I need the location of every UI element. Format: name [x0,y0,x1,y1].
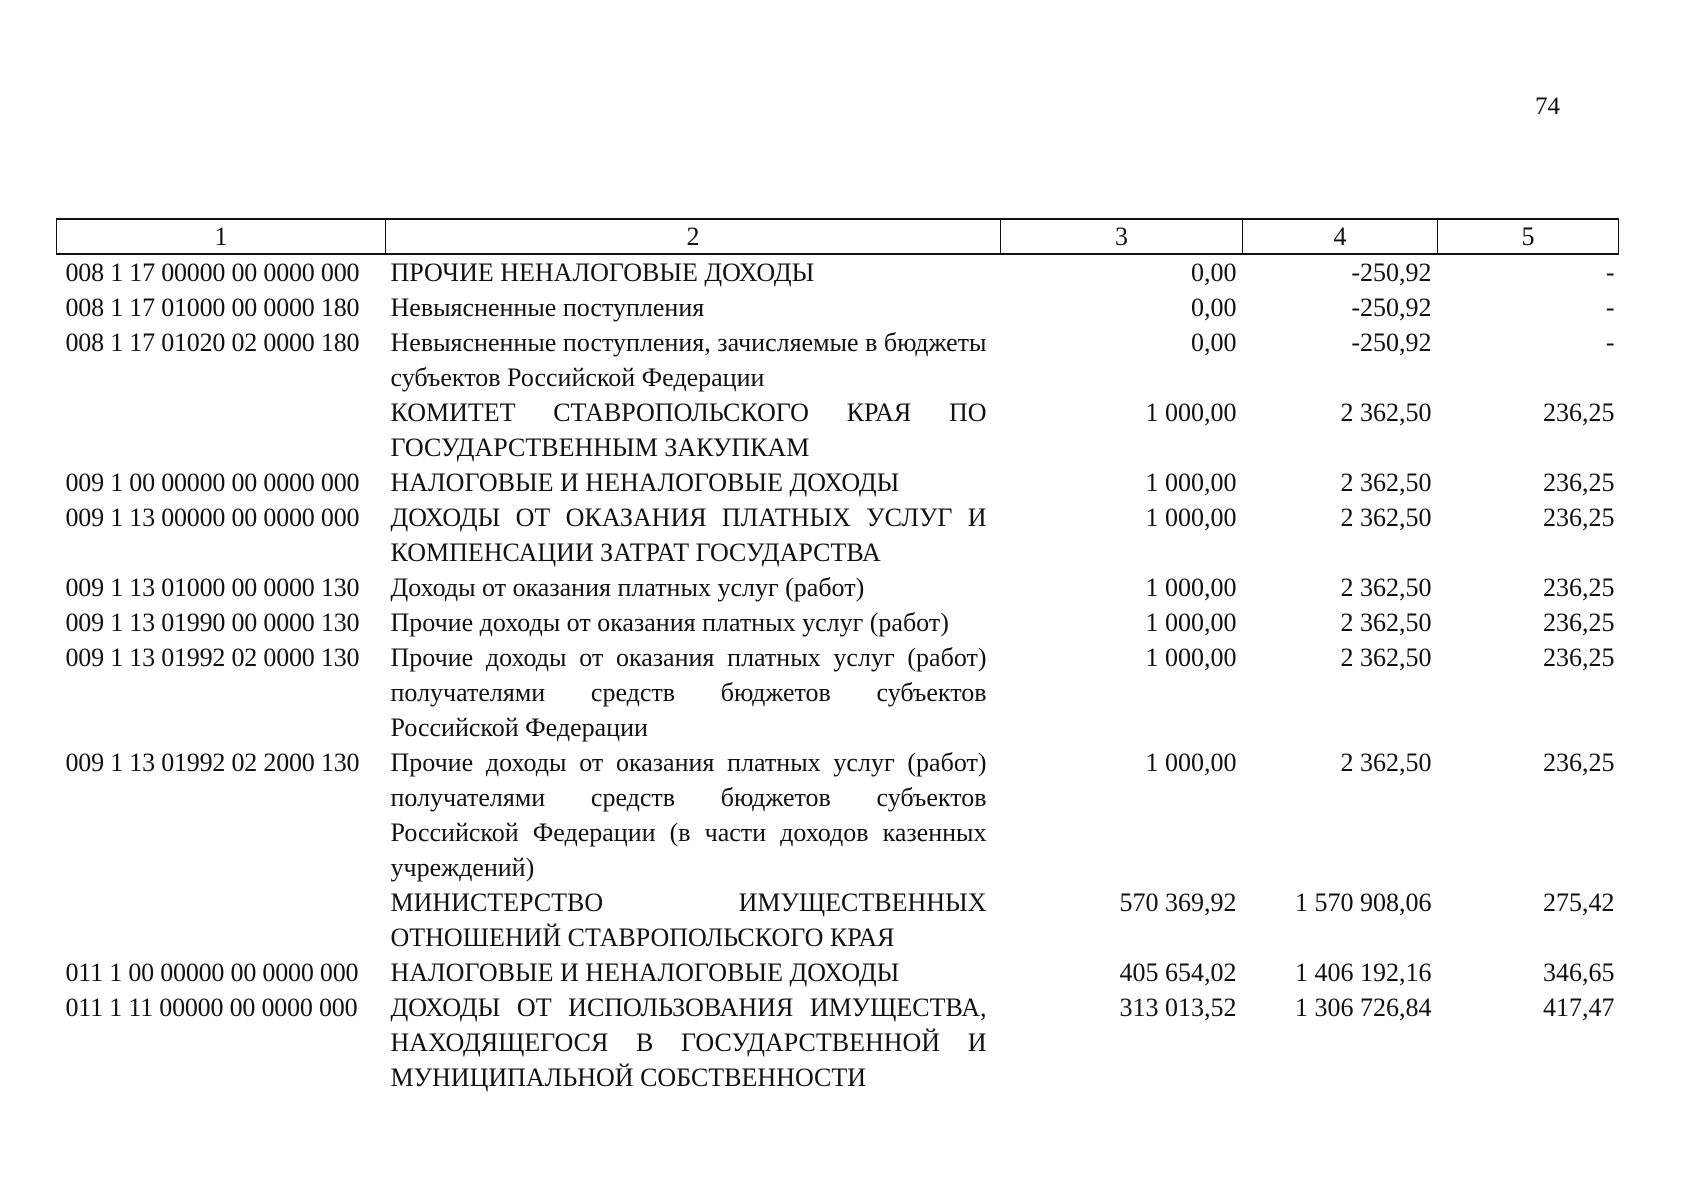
value-col-3: 1 000,00 [1145,643,1237,672]
value-col-3: 313 013,52 [1119,993,1237,1022]
value-col-5: 236,25 [1543,643,1615,672]
table-body [57,254,1619,1095]
value-col-3: 405 654,02 [1119,958,1237,987]
table-row [57,465,1619,500]
value-col-3: 0,00 [1191,258,1237,287]
revenue-code: 008 1 17 01020 02 0000 180 [65,328,360,357]
table-row [57,640,1619,745]
revenue-code: 009 1 13 01992 02 0000 130 [65,643,360,672]
value-col-5: - [1605,258,1615,287]
value-col-5: 236,25 [1543,608,1615,637]
revenue-name: Доходы от оказания платных услуг (работ) [390,573,865,602]
value-col-5: 236,25 [1543,398,1615,427]
value-col-5: 236,25 [1543,503,1615,532]
value-col-4: -250,92 [1351,293,1432,322]
revenue-name: ДОХОДЫ ОТ ИСПОЛЬЗОВАНИЯ ИМУЩЕСТВА, НАХОДЯЩЕГОСЯ В ГОСУДАРСТВЕННОЙ И МУНИЦИПАЛЬНОЙ СОБСТВЕННОСТИ [390,993,987,1092]
value-col-3: 0,00 [1191,293,1237,322]
revenue-code: 008 1 17 01000 00 0000 180 [65,293,360,322]
header-col-2: 2 [386,219,1001,254]
value-col-5: 236,25 [1543,748,1615,777]
header-col-5: 5 [1438,219,1619,254]
table-row [57,605,1619,640]
value-col-4: 2 362,50 [1340,573,1432,602]
revenue-code: 009 1 13 01000 00 0000 130 [65,573,360,602]
value-col-3: 1 000,00 [1145,468,1237,497]
value-col-4: 2 362,50 [1340,503,1432,532]
revenue-name: Прочие доходы от оказания платных услуг (работ) [390,608,949,637]
value-col-4: 2 362,50 [1340,643,1432,672]
table-row [57,570,1619,605]
value-col-4: 1 570 908,06 [1295,888,1432,917]
value-col-4: -250,92 [1351,328,1432,357]
value-col-3: 1 000,00 [1145,398,1237,427]
revenue-name: Прочие доходы от оказания платных услуг (работ) получателями средств бюджетов субъектов Российской Федерации [390,643,987,742]
value-col-3: 0,00 [1191,328,1237,357]
table-row [57,885,1619,955]
table-row [57,290,1619,325]
header-col-4: 4 [1243,219,1438,254]
value-col-5: - [1605,293,1615,322]
header-col-1: 1 [57,219,386,254]
value-col-3: 1 000,00 [1145,573,1237,602]
table-header [57,219,1619,254]
revenue-name: НАЛОГОВЫЕ И НЕНАЛОГОВЫЕ ДОХОДЫ [390,958,900,987]
revenue-name: Прочие доходы от оказания платных услуг (работ) получателями средств бюджетов субъектов Российской Федерации (в части доходов казенных учреждений) [390,748,987,882]
revenue-code: 009 1 13 01992 02 2000 130 [65,748,360,777]
value-col-4: 1 406 192,16 [1295,958,1432,987]
revenue-name: МИНИСТЕРСТВО ИМУЩЕСТВЕННЫХ ОТНОШЕНИЙ СТАВРОПОЛЬСКОГО КРАЯ [390,888,987,952]
table-row [57,395,1619,465]
value-col-5: - [1605,328,1615,357]
table-row [57,254,1619,290]
value-col-4: 2 362,50 [1340,748,1432,777]
table-row [57,990,1619,1095]
revenue-name: Невыясненные поступления [390,293,705,322]
revenue-code: 011 1 00 00000 00 0000 000 [65,958,359,987]
value-col-4: 2 362,50 [1340,468,1432,497]
revenue-code: 011 1 11 00000 00 0000 000 [65,993,358,1022]
revenue-name: Невыясненные поступления, зачисляемые в бюджеты субъектов Российской Федерации [390,328,987,392]
value-col-3: 1 000,00 [1145,503,1237,532]
value-col-4: 2 362,50 [1340,398,1432,427]
revenue-code [57,395,386,465]
value-col-4: 1 306 726,84 [1295,993,1432,1022]
value-col-5: 236,25 [1543,573,1615,602]
value-col-3: 1 000,00 [1145,608,1237,637]
revenue-name: ПРОЧИЕ НЕНАЛОГОВЫЕ ДОХОДЫ [390,258,815,287]
value-col-5: 346,65 [1543,958,1615,987]
header-col-3: 3 [1001,219,1243,254]
value-col-5: 236,25 [1543,468,1615,497]
page-number: 74 [1535,93,1560,120]
revenue-code [57,885,386,955]
table-row [57,325,1619,395]
revenue-code: 009 1 00 00000 00 0000 000 [65,468,360,497]
revenue-code: 009 1 13 01990 00 0000 130 [65,608,360,637]
value-col-5: 275,42 [1543,888,1615,917]
revenue-code: 008 1 17 00000 00 0000 000 [65,258,360,287]
revenue-name: ДОХОДЫ ОТ ОКАЗАНИЯ ПЛАТНЫХ УСЛУГ И КОМПЕНСАЦИИ ЗАТРАТ ГОСУДАРСТВА [390,503,987,567]
budget-revenue-table [56,218,1619,1095]
value-col-3: 570 369,92 [1119,888,1237,917]
table-row [57,745,1619,885]
value-col-5: 417,47 [1543,993,1615,1022]
value-col-4: -250,92 [1351,258,1432,287]
header-row [57,219,1619,254]
table-row [57,955,1619,990]
table-row [57,500,1619,570]
revenue-name: КОМИТЕТ СТАВРОПОЛЬСКОГО КРАЯ ПО ГОСУДАРСТВЕННЫМ ЗАКУПКАМ [390,398,987,462]
revenue-name: НАЛОГОВЫЕ И НЕНАЛОГОВЫЕ ДОХОДЫ [390,468,900,497]
value-col-3: 1 000,00 [1145,748,1237,777]
revenue-code: 009 1 13 00000 00 0000 000 [65,503,360,532]
value-col-4: 2 362,50 [1340,608,1432,637]
